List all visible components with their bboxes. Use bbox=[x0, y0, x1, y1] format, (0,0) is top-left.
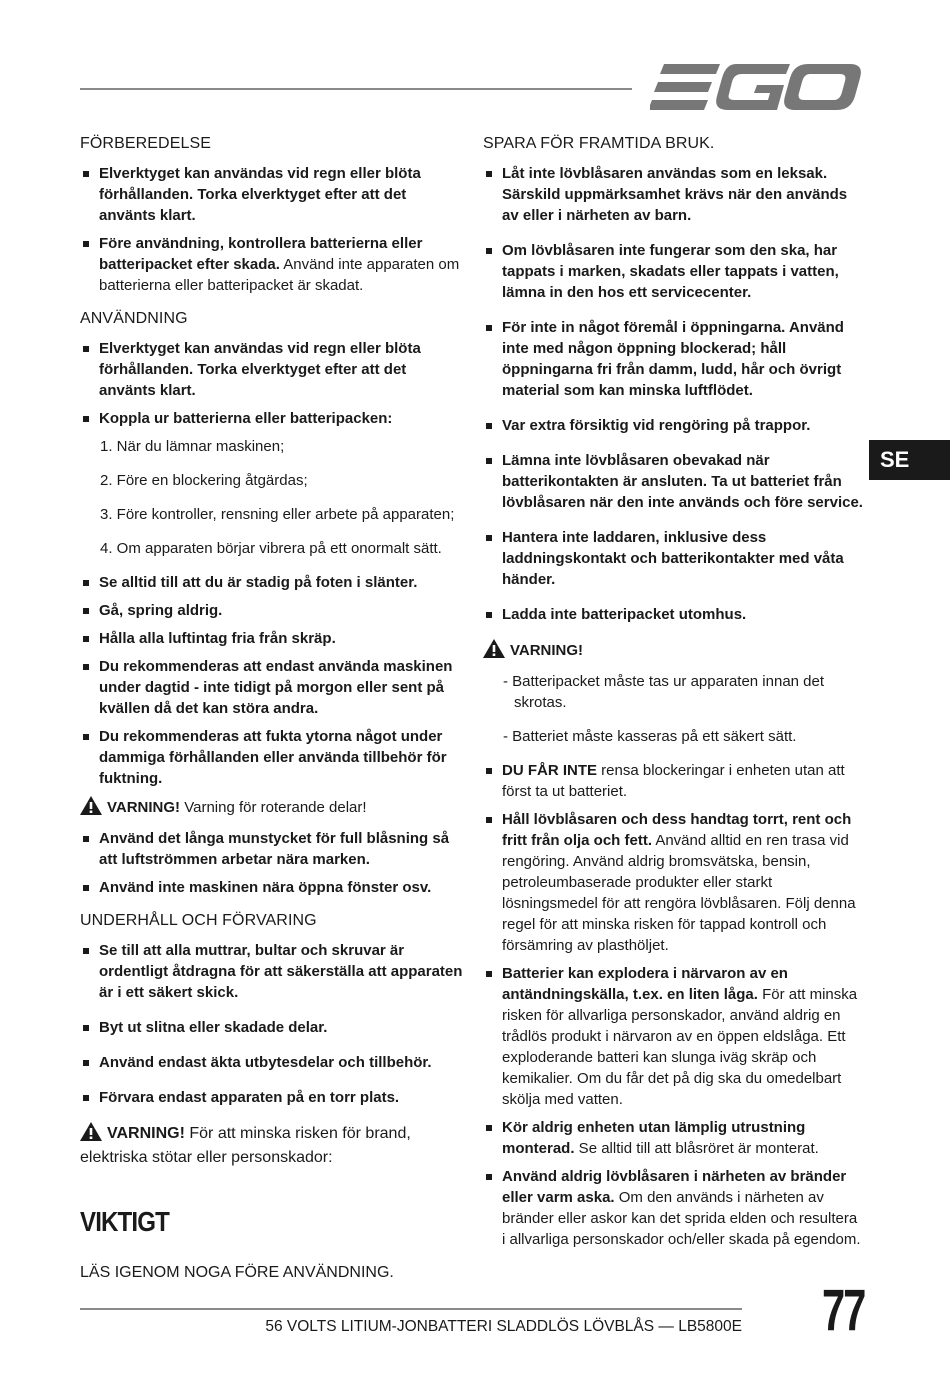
forberedelse-list bbox=[80, 163, 465, 296]
page-number: 77 bbox=[822, 1278, 865, 1343]
anvandning-list-c bbox=[80, 828, 465, 898]
heading-forberedelse: FÖRBEREDELSE bbox=[80, 135, 212, 152]
list-item: Kör aldrig enheten utan lämplig utrustning monterad. Se alltid till att blåsröret är monterat. bbox=[483, 1117, 863, 1159]
footer-title: 56 VOLTS LITIUM-JONBATTERI SLADDLÖS LÖVBLÅS — LB5800E bbox=[265, 1318, 742, 1335]
right-column bbox=[483, 133, 863, 1257]
footer-rule bbox=[80, 1308, 742, 1310]
warning-triangle-icon bbox=[483, 639, 505, 658]
safety-list-a bbox=[483, 163, 863, 625]
list-item: Hålla alla luftintag fria från skräp. bbox=[80, 628, 465, 649]
list-item: Var extra försiktig vid rengöring på trappor. bbox=[483, 415, 863, 436]
numbered-item: 1. När du lämnar maskinen; bbox=[100, 438, 285, 455]
list-item: Om lövblåsaren inte fungerar som den ska, har tappats i marken, skadats eller tappats i vatten, lämna in den hos ett servicecenter. bbox=[483, 240, 863, 303]
list-item: Elverktyget kan användas vid regn eller blöta förhållanden. Torka elverktyget efter att det använts klart. bbox=[80, 163, 465, 226]
list-item: Koppla ur batterierna eller batteripacken: bbox=[80, 408, 465, 429]
logo-text: EGO bbox=[650, 62, 653, 63]
heading-spara: SPARA FÖR FRAMTIDA BRUK. bbox=[483, 135, 715, 152]
list-item: Du rekommenderas att endast använda maskinen under dagtid - inte tidigt på morgon eller sent på kvällen då det kan störa andra. bbox=[80, 656, 465, 719]
list-item: Se alltid till att du är stadig på foten i slänter. bbox=[80, 572, 465, 593]
underhall-list bbox=[80, 940, 465, 1108]
warning-triangle-icon bbox=[80, 1122, 102, 1141]
list-item: Använd aldrig lövblåsaren i närheten av bränder eller varm aska. Om den används i närheten av bränder eller askor kan det sprida elden och resultera i allvarliga personskador och/eller skada på egendom. bbox=[483, 1166, 863, 1250]
numbered-list bbox=[80, 436, 465, 559]
list-item: Före användning, kontrollera batterierna eller batteripacket efter skada. Använd inte apparaten om batterierna eller batteripacket är skadat. bbox=[80, 233, 465, 296]
list-item: Lämna inte lövblåsaren obevakad när batterikontakten är ansluten. Ta ut batteriet från lövblåsaren när den inte används och före service. bbox=[483, 450, 863, 513]
list-item: Ladda inte batteripacket utomhus. bbox=[483, 604, 863, 625]
safety-list-b bbox=[483, 760, 863, 1250]
warning-battery-disposal: VARNING! bbox=[483, 639, 863, 661]
language-tab: SE bbox=[869, 440, 950, 480]
list-item: Använd det långa munstycket för full blåsning så att luftströmmen arbetar nära marken. bbox=[80, 828, 465, 870]
dash-item: - Batteripacket måste tas ur apparaten innan det skrotas. bbox=[503, 673, 825, 711]
dash-item: - Batteriet måste kasseras på ett säkert sätt. bbox=[503, 728, 797, 745]
list-item: Håll lövblåsaren och dess handtag torrt, rent och fritt från olja och fett. Använd alltid en ren trasa vid rengöring. Använd aldrig bromsvätska, bensin, petroleumbaserade produkter eller starkt lösningsmedel för att rengöra lövblåsaren. Följ denna regel för att minska risken för tappad kontroll och försämring av plasthöljet. bbox=[483, 809, 863, 956]
ego-logo bbox=[650, 62, 862, 114]
warning-rotating-parts: VARNING! Varning för roterande delar! bbox=[80, 796, 465, 818]
numbered-item: 3. Före kontroller, rensning eller arbete på apparaten; bbox=[100, 506, 455, 523]
list-item: Elverktyget kan användas vid regn eller blöta förhållanden. Torka elverktyget efter att det använts klart. bbox=[80, 338, 465, 401]
list-item: Använd inte maskinen nära öppna fönster osv. bbox=[80, 877, 465, 898]
anvandning-list-a bbox=[80, 338, 465, 429]
list-item: Förvara endast apparaten på en torr plats. bbox=[80, 1087, 465, 1108]
anvandning-list-b bbox=[80, 572, 465, 789]
warning-fire-shock: VARNING! För att minska risken för brand, elektriska stötar eller personskador: bbox=[80, 1122, 465, 1170]
warning-triangle-icon bbox=[80, 796, 102, 815]
read-carefully-text: LÄS IGENOM NOGA FÖRE ANVÄNDNING. bbox=[80, 1264, 394, 1281]
viktigt-heading: VIKTIGT bbox=[80, 1206, 169, 1237]
list-item: Batterier kan explodera i närvaron av en antändningskälla, t.ex. en liten låga. För att minska risken för allvarliga personskador, använd aldrig en trådlös produkt i närvaron av en öppen eldslåga. Ett exploderande batteri kan slunga iväg skräp och kemikalier. Om du får det på dig ska du omedelbart skölja med vatten. bbox=[483, 963, 863, 1110]
list-item: Låt inte lövblåsaren användas som en leksak. Särskild uppmärksamhet krävs när den används av eller i närheten av barn. bbox=[483, 163, 863, 226]
list-item: Gå, spring aldrig. bbox=[80, 600, 465, 621]
list-item: Använd endast äkta utbytesdelar och tillbehör. bbox=[80, 1052, 465, 1073]
list-item: För inte in något föremål i öppningarna. Använd inte med någon öppning blockerad; håll öppningarna fri från damm, ludd, hår och övrigt material som kan minska luftflödet. bbox=[483, 317, 863, 401]
list-item: Hantera inte laddaren, inklusive dess laddningskontakt och batterikontakter med våta händer. bbox=[483, 527, 863, 590]
numbered-item: 2. Före en blockering åtgärdas; bbox=[100, 472, 308, 489]
list-item: Byt ut slitna eller skadade delar. bbox=[80, 1017, 465, 1038]
left-column bbox=[80, 133, 465, 1170]
numbered-item: 4. Om apparaten börjar vibrera på ett onormalt sätt. bbox=[100, 540, 442, 557]
header-rule bbox=[80, 88, 632, 90]
heading-anvandning: ANVÄNDNING bbox=[80, 310, 188, 327]
list-item: DU FÅR INTE rensa blockeringar i enheten utan att först ta ut batteriet. bbox=[483, 760, 863, 802]
list-item: Du rekommenderas att fukta ytorna något under dammiga förhållanden eller använda tillbehör för fuktning. bbox=[80, 726, 465, 789]
list-item: Se till att alla muttrar, bultar och skruvar är ordentligt åtdragna för att säkerställa att apparaten är i ett säkert skick. bbox=[80, 940, 465, 1003]
heading-underhall: UNDERHÅLL OCH FÖRVARING bbox=[80, 912, 317, 929]
